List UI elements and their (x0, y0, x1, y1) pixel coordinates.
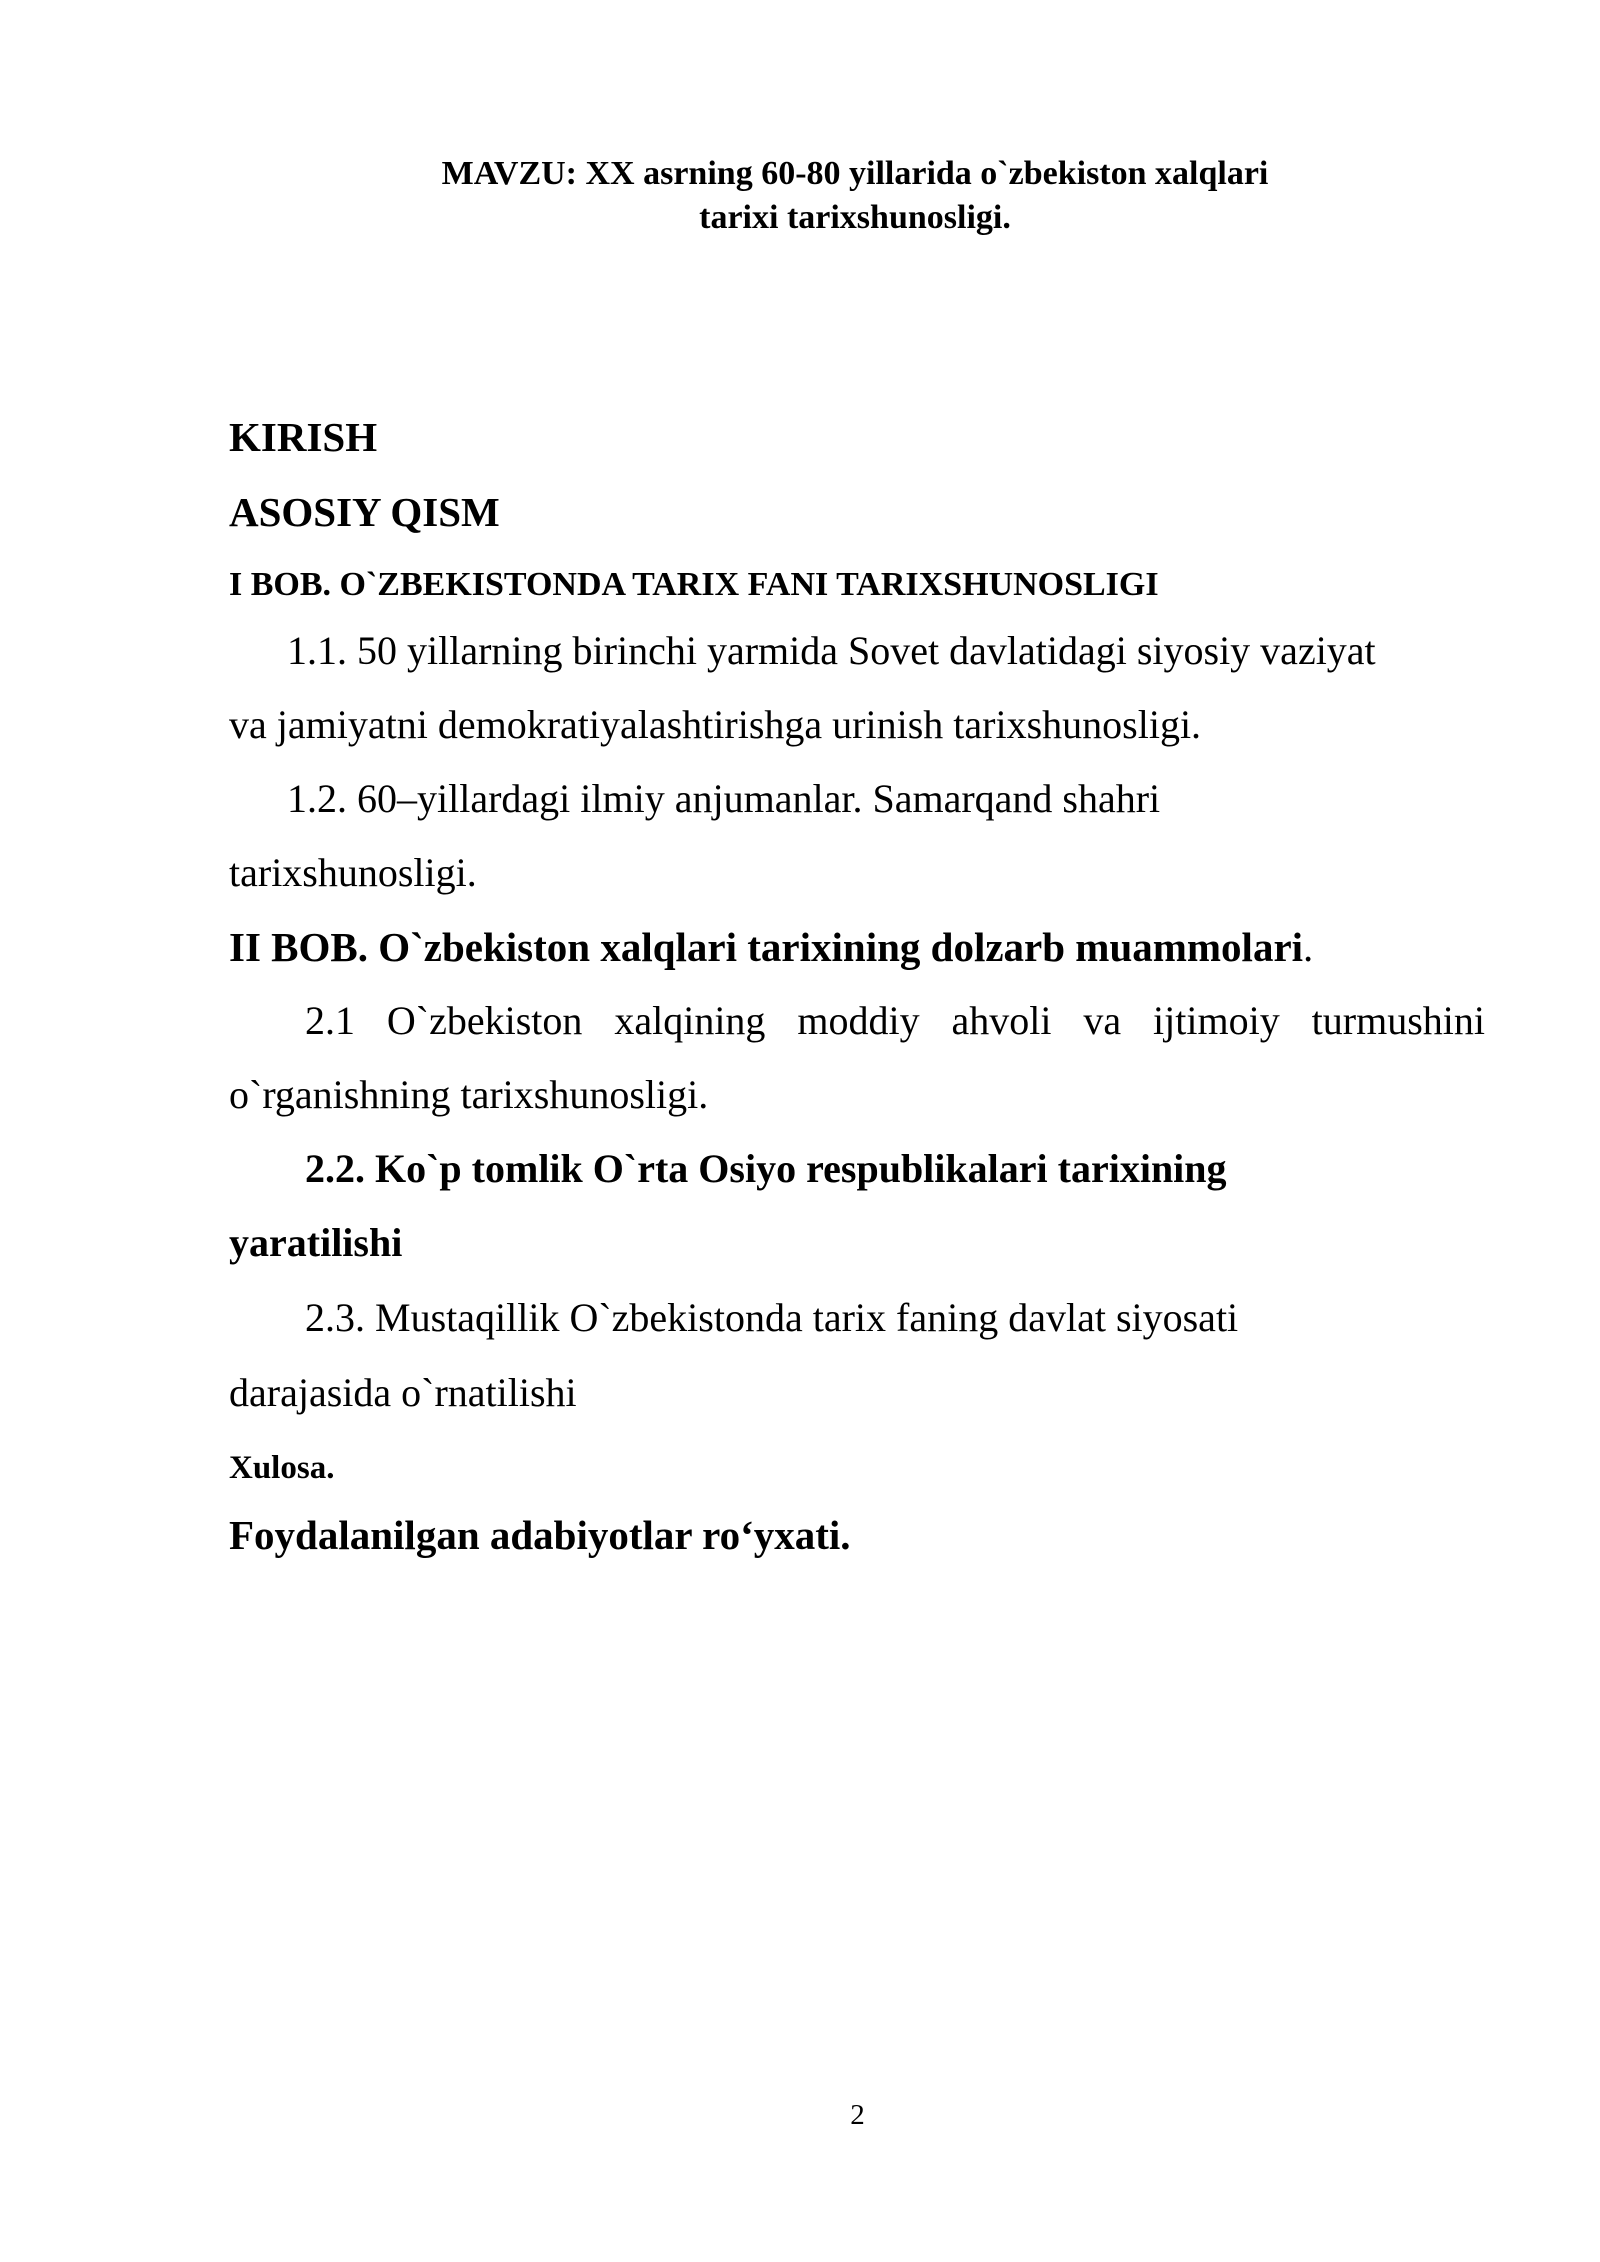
chapter-2-title (229, 922, 1313, 972)
section-1-2-line-1: 1.2. 60–yillardagi ilmiy anjumanlar. Samarqand shahri (287, 776, 1161, 821)
chapter-2-title-period: . (1303, 924, 1314, 970)
section-2-1-line-2: o`rganishning tarixshunosligi. (229, 1072, 709, 1117)
section-2-3-line-1: 2.3. Mustaqillik O`zbekistonda tarix faning davlat siyosati (305, 1295, 1239, 1340)
topic-title-line-2: tarixi tarixshunosligi. (699, 199, 1011, 236)
section-2-1-line-1: 2.1 O`zbekiston xalqining moddiy ahvoli va ijtimoiy turmushini (305, 998, 1485, 1043)
section-1-1-line-2: va jamiyatni demokratiyalashtirishga urinish tarixshunosligi. (229, 702, 1202, 747)
page-number: 2 (850, 2099, 865, 2131)
chapter-2-title-text: II BOB. O`zbekiston xalqlari tarixining dolzarb muammolari (229, 924, 1304, 970)
section-2-2-line-1: 2.2. Ko`p tomlik O`rta Osiyo respublikalari tarixining (305, 1146, 1227, 1191)
bibliography-heading: Foydalanilgan adabiyotlar ro‘yxati. (229, 1512, 851, 1558)
section-2-2-line-2: yaratilishi (229, 1220, 403, 1265)
section-2-3-line-2: darajasida o`rnatilishi (229, 1370, 577, 1415)
conclusion-heading: Xulosa. (229, 1450, 335, 1486)
heading-asosiy-qism: ASOSIY QISM (229, 489, 500, 535)
chapter-1-title: I BOB. O`ZBEKISTONDA TARIX FANI TARIXSHUNOSLIGI (229, 566, 1159, 603)
section-1-2-line-2: tarixshunosligi. (229, 850, 477, 895)
topic-title-line-1: MAVZU: XX asrning 60-80 yillarida o`zbekiston xalqlari (441, 155, 1269, 192)
heading-kirish: KIRISH (229, 414, 378, 460)
section-1-1-line-1: 1.1. 50 yillarning birinchi yarmida Sovet davlatidagi siyosiy vaziyat (287, 628, 1376, 673)
